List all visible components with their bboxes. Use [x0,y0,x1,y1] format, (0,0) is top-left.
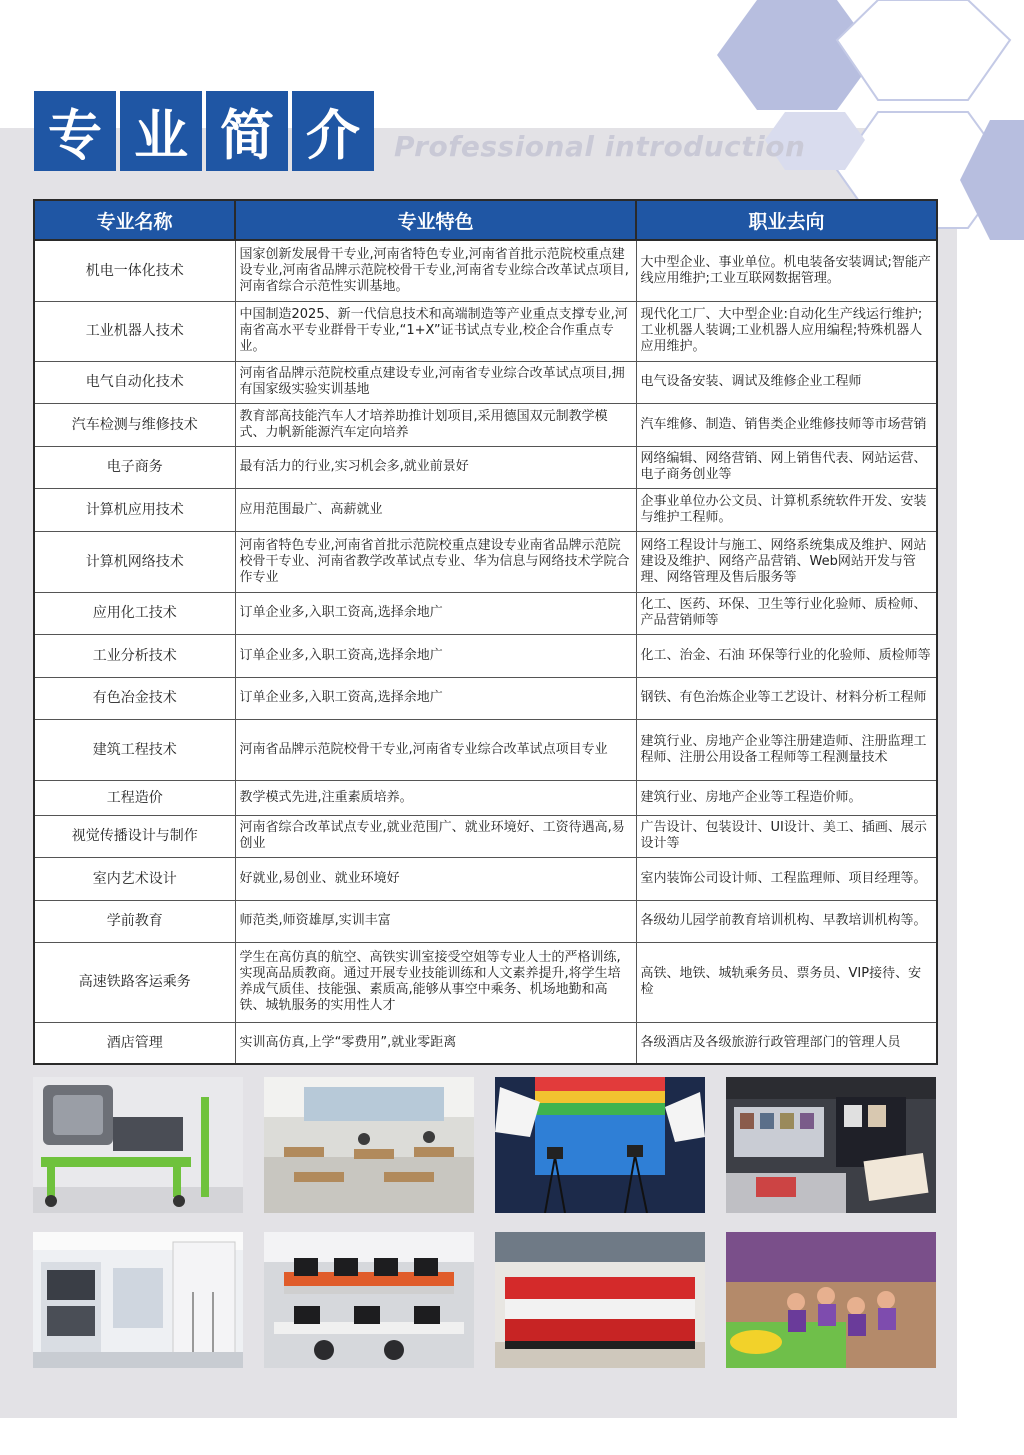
major-career: 网络工程设计与施工、网络系统集成及维护、网站建设及维护、网络产品营销、Web网站开发与管理、网络管理及售后服务等 [636,531,937,592]
header-major-feature: 专业特色 [235,200,636,240]
table-row [34,361,937,403]
major-feature: 订单企业多,入职工资高,选择余地广 [235,634,636,677]
major-career: 室内装饰公司设计师、工程监理师、项目经理等。 [636,857,937,900]
table-row [34,446,937,488]
major-career: 各级幼儿园学前教育培训机构、早教培训机构等。 [636,900,937,942]
table-row [34,857,937,900]
major-career: 企事业单位办公文员、计算机系统软件开发、安装与维护工程师。 [636,488,937,531]
photo-engine-training-rig [33,1077,243,1213]
major-name: 应用化工技术 [34,592,235,634]
major-name: 视觉传播设计与制作 [34,815,235,857]
table-row [34,403,937,446]
table-row [34,677,937,719]
major-feature: 河南省综合改革试点专业,就业范围广、就业环境好、工资待遇高,易创业 [235,815,636,857]
photo-studio [495,1077,705,1213]
major-feature: 中国制造2025、新一代信息技术和高端制造等产业重点支撑专业,河南省高水平专业群骨干专业,“1+X”证书试点专业,校企合作重点专业。 [235,301,636,361]
major-career: 高铁、地铁、城轨乘务员、票务员、VIP接待、安检 [636,942,937,1022]
table-header-row [34,200,937,240]
photo-art-gallery [726,1077,936,1213]
major-career: 钢铁、有色治炼企业等工艺设计、材料分析工程师 [636,677,937,719]
table-row [34,240,937,301]
photo-electrical-lab [33,1232,243,1368]
table-row [34,592,937,634]
major-feature: 好就业,易创业、就业环境好 [235,857,636,900]
major-feature: 订单企业多,入职工资高,选择余地广 [235,592,636,634]
major-feature: 实训高仿真,上学“零费用”,就业零距离 [235,1022,636,1064]
major-career: 电气设备安装、调试及维修企业工程师 [636,361,937,403]
photo-flight-attendant-group [495,1232,705,1368]
table-row [34,531,937,592]
major-name: 工业机器人技术 [34,301,235,361]
title-char: 介 [292,91,374,171]
major-name: 酒店管理 [34,1022,235,1064]
major-career: 网络编辑、网络营销、网上销售代表、网站运营、电子商务创业等 [636,446,937,488]
title-char: 业 [120,91,202,171]
table-row [34,942,937,1022]
major-name: 电气自动化技术 [34,361,235,403]
table-row [34,634,937,677]
photo-classroom [264,1077,474,1213]
major-name: 工程造价 [34,780,235,815]
table-row [34,488,937,531]
major-career: 各级酒店及各级旅游行政管理部门的管理人员 [636,1022,937,1064]
major-name: 学前教育 [34,900,235,942]
major-name: 计算机应用技术 [34,488,235,531]
major-feature: 河南省特色专业,河南省首批示范院校重点建设专业南省品牌示范院校骨干专业、河南省教学改革试点专业、华为信息与网络技术学院合作专业 [235,531,636,592]
major-career: 建筑行业、房地产企业等工程造价师。 [636,780,937,815]
major-feature: 学生在高仿真的航空、高铁实训室接受空姐等专业人士的严格训练,实现高品质教商。通过开展专业技能训练和人文素养提升,将学生培养成气质佳、技能强、素质高,能够从事空中乘务、机场地勤和高铁、城轨服务的实用性人才 [235,942,636,1022]
major-feature: 师范类,师资雄厚,实训丰富 [235,900,636,942]
major-career: 汽车维修、制造、销售类企业维修技师等市场营销 [636,403,937,446]
major-name: 工业分析技术 [34,634,235,677]
major-name: 建筑工程技术 [34,719,235,780]
major-name: 计算机网络技术 [34,531,235,592]
major-name: 高速铁路客运乘务 [34,942,235,1022]
major-name: 有色冶金技术 [34,677,235,719]
title-char: 简 [206,91,288,171]
major-career: 现代化工厂、大中型企业:自动化生产线运行维护;工业机器人装调;工业机器人应用编程;特殊机器人应用维护。 [636,301,937,361]
title-char: 专 [34,91,116,171]
major-name: 电子商务 [34,446,235,488]
major-career: 化工、治金、石油 环保等行业的化验师、质检师等 [636,634,937,677]
major-feature: 教育部高技能汽车人才培养助推计划项目,采用德国双元制教学模式、力帆新能源汽车定向培养 [235,403,636,446]
photo-computer-lab [264,1232,474,1368]
major-feature: 最有活力的行业,实习机会多,就业前景好 [235,446,636,488]
table-row [34,1022,937,1064]
major-feature: 河南省品牌示范院校骨干专业,河南省专业综合改革试点项目专业 [235,719,636,780]
table-row [34,900,937,942]
major-feature: 订单企业多,入职工资高,选择余地广 [235,677,636,719]
major-feature: 应用范围最广、高薪就业 [235,488,636,531]
major-feature: 教学模式先进,注重素质培养。 [235,780,636,815]
major-name: 汽车检测与维修技术 [34,403,235,446]
table-row [34,719,937,780]
header-career: 职业去向 [636,200,937,240]
page-title [34,91,374,171]
page-subtitle-english: Professional introduction [394,130,806,163]
major-name: 机电一体化技术 [34,240,235,301]
majors-table [33,199,938,1065]
photo-kindergarten-class [726,1232,936,1368]
major-name: 室内艺术设计 [34,857,235,900]
major-feature: 国家创新发展骨干专业,河南省特色专业,河南省首批示范院校重点建设专业,河南省品牌示范院校骨干专业,河南省专业综合改革试点项目,河南省综合示范性实训基地。 [235,240,636,301]
header-major-name: 专业名称 [34,200,235,240]
major-career: 大中型企业、事业单位。机电装备安装调试;智能产线应用维护;工业互联网数据管理。 [636,240,937,301]
major-career: 化工、医药、环保、卫生等行业化验师、质检师、产品营销师等 [636,592,937,634]
major-career: 广告设计、包装设计、UI设计、美工、插画、展示设计等 [636,815,937,857]
table-row [34,301,937,361]
table-row [34,815,937,857]
major-career: 建筑行业、房地产企业等注册建造师、注册监理工程师、注册公用设备工程师等工程测量技术 [636,719,937,780]
table-row [34,780,937,815]
major-feature: 河南省品牌示范院校重点建设专业,河南省专业综合改革试点项目,拥有国家级实验实训基地 [235,361,636,403]
